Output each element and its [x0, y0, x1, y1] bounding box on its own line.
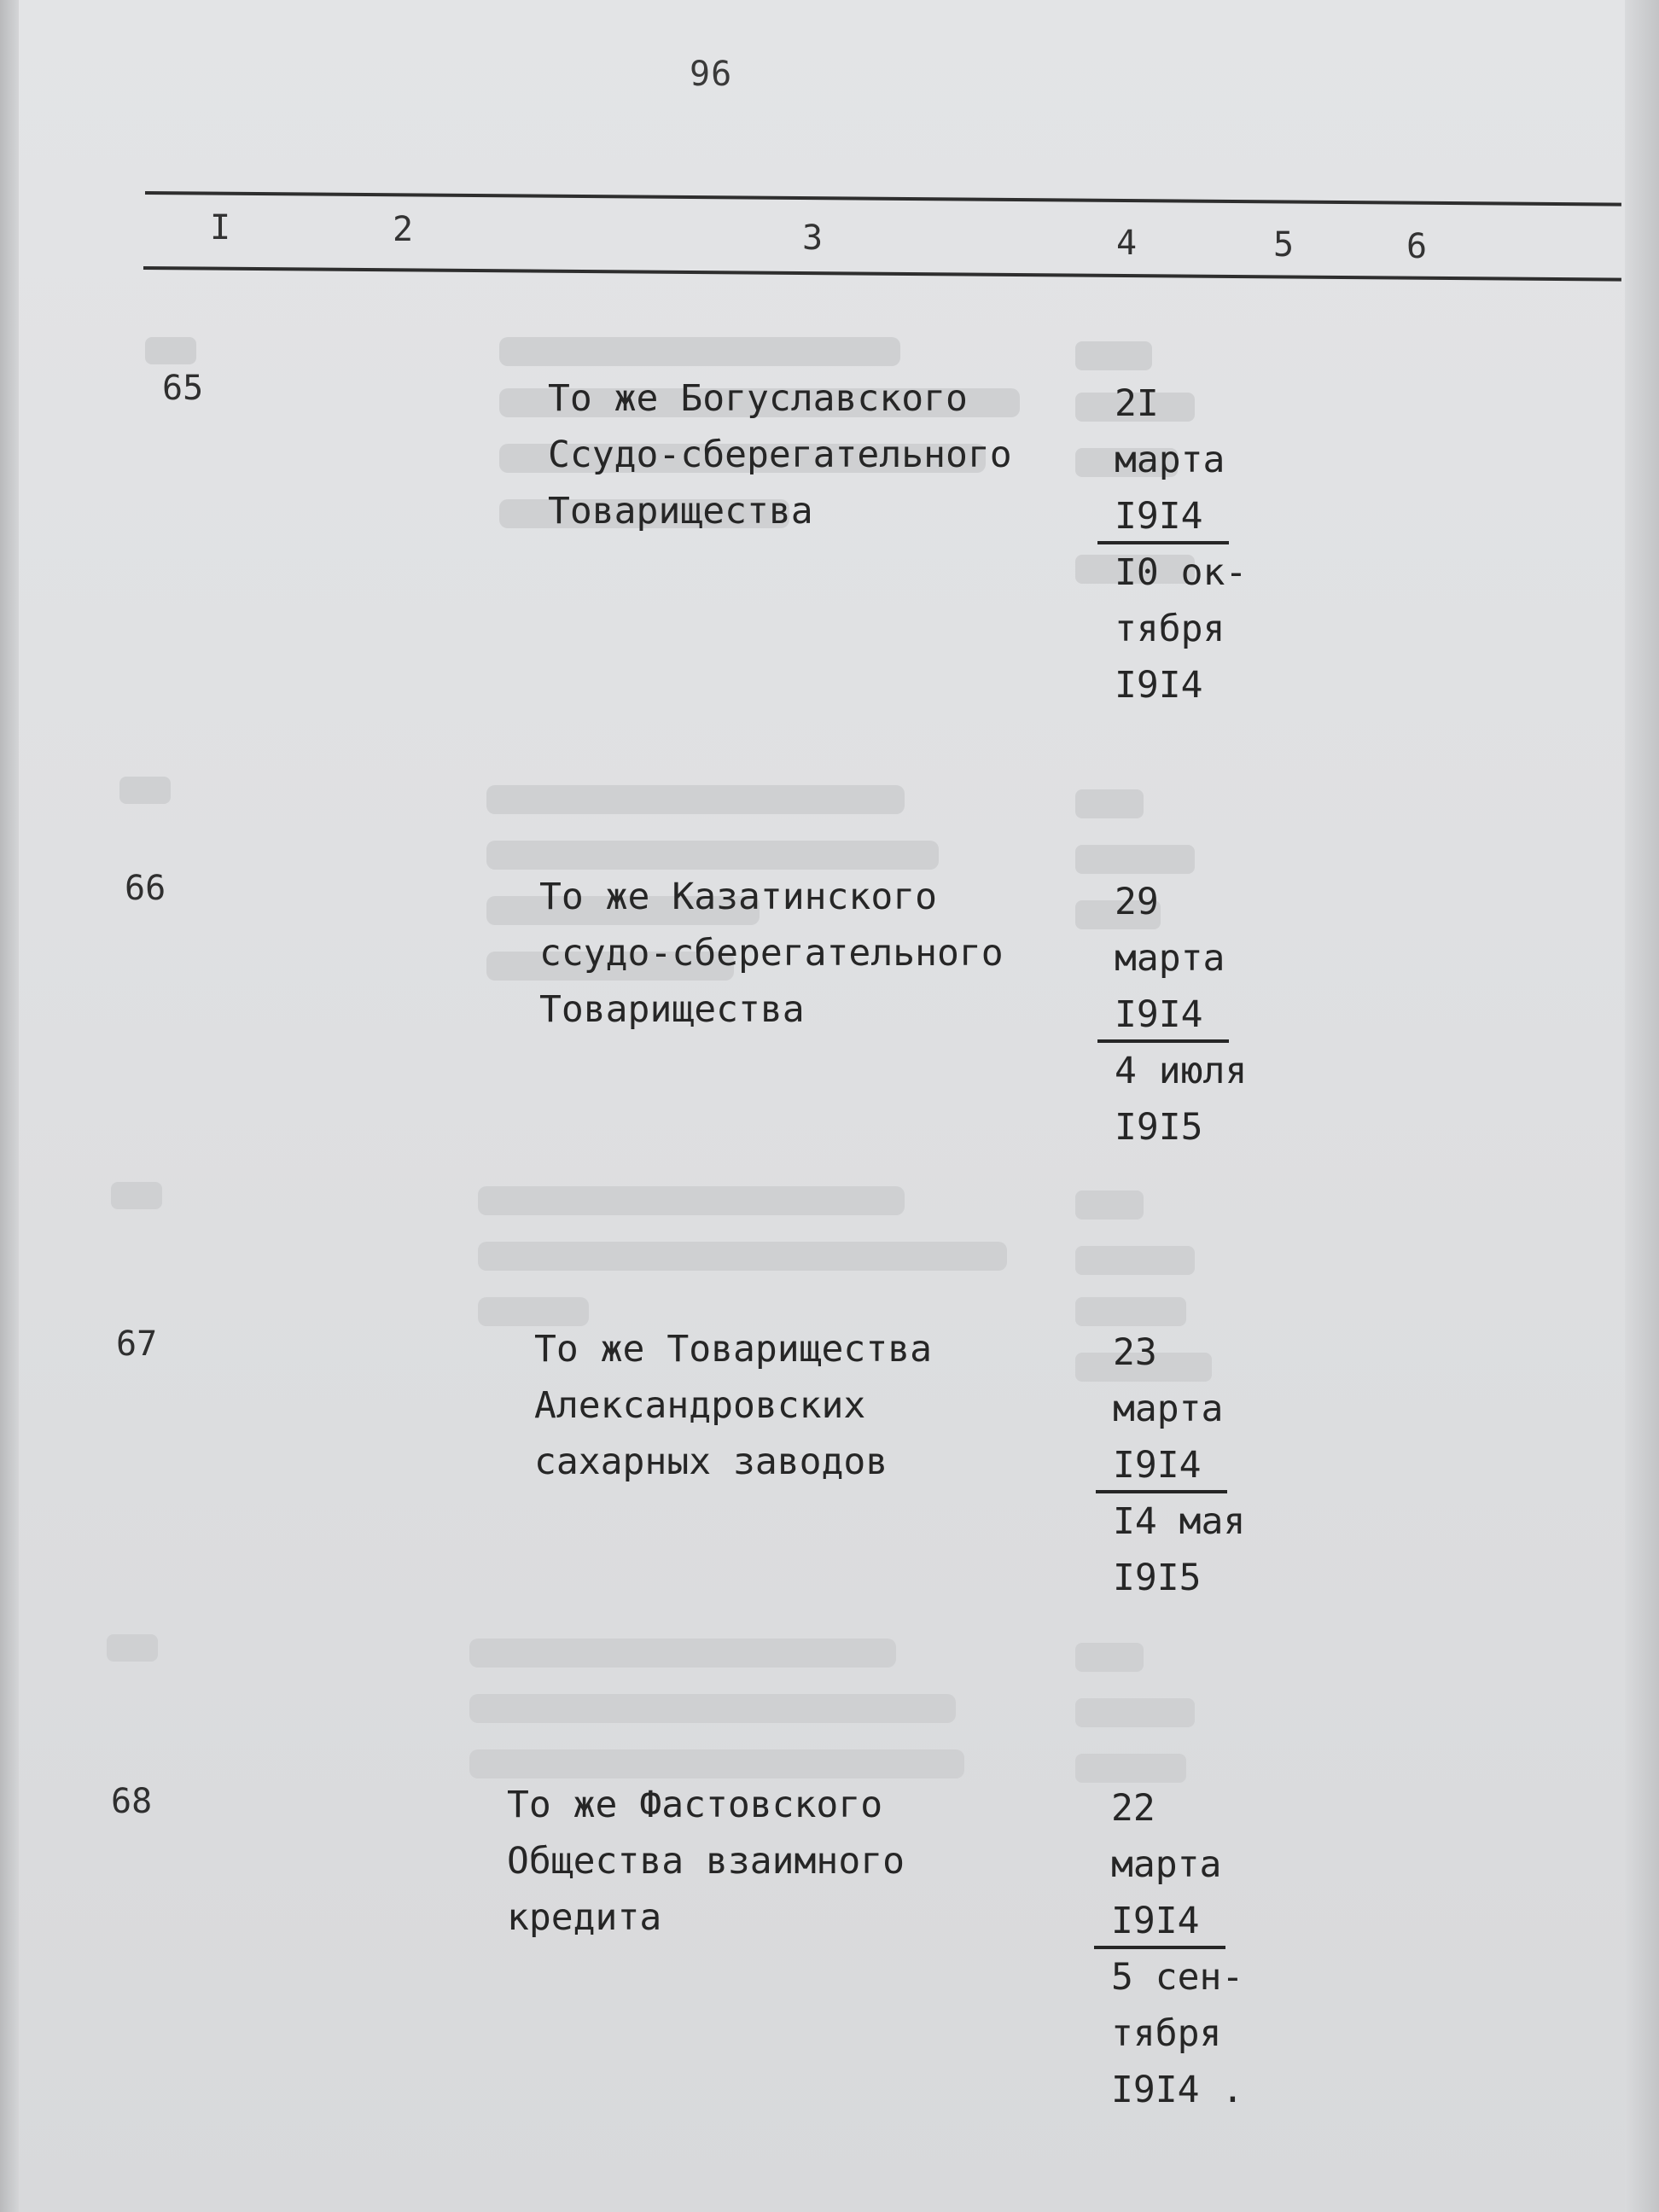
description-line: Ссудо-сберегательного — [548, 434, 1012, 476]
column-header-3: 3 — [802, 218, 824, 258]
date-line: тября — [1115, 608, 1225, 650]
entry-dates — [1111, 1780, 1243, 2118]
date-line: марта — [1115, 937, 1225, 980]
entry-number: 65 — [162, 369, 204, 408]
entry-dates — [1115, 874, 1247, 1155]
entry-description — [539, 869, 1004, 1038]
date-line-underlined: I9I4 — [1097, 990, 1229, 1043]
column-header-1: I — [210, 208, 231, 247]
column-header-4: 4 — [1116, 224, 1138, 263]
date-line: I9I5 — [1115, 1106, 1203, 1149]
entry-description — [507, 1777, 905, 1946]
date-line-underlined: I9I4 — [1097, 492, 1229, 544]
description-line: То же Богуславского — [548, 377, 968, 420]
page-number: 96 — [690, 55, 733, 94]
description-line: Товарищества — [539, 988, 805, 1031]
date-line: тября — [1111, 2012, 1222, 2055]
date-line: 2I — [1115, 382, 1159, 425]
description-line: сахарных заводов — [534, 1441, 888, 1483]
description-line: Александровских — [534, 1384, 866, 1427]
date-line: 4 июля — [1115, 1050, 1248, 1092]
entry-number: 66 — [125, 869, 166, 908]
entry-dates — [1113, 1324, 1245, 1606]
date-line: марта — [1115, 439, 1225, 481]
date-line: 5 сен- — [1111, 1956, 1244, 1999]
column-header-5: 5 — [1273, 225, 1295, 265]
date-line: 29 — [1115, 881, 1159, 923]
date-line: марта — [1113, 1388, 1224, 1430]
date-line: I9I4 — [1115, 664, 1203, 707]
entry-description — [548, 370, 1012, 539]
date-line: 22 — [1111, 1787, 1155, 1830]
date-line-underlined: I9I4 — [1096, 1441, 1227, 1493]
date-line: I0 ок- — [1115, 551, 1248, 594]
description-line: То же Казатинского — [539, 876, 937, 918]
date-line: 23 — [1113, 1331, 1157, 1374]
entry-number: 67 — [116, 1324, 158, 1364]
description-line: кредита — [507, 1896, 662, 1939]
description-line: ссудо-сберегательного — [539, 932, 1004, 975]
date-line: I9I5 — [1113, 1557, 1202, 1599]
column-header-6: 6 — [1406, 227, 1428, 266]
column-header-2: 2 — [393, 210, 414, 249]
entry-number: 68 — [111, 1782, 153, 1821]
date-line: I4 мая — [1113, 1500, 1246, 1543]
description-line: Товарищества — [548, 490, 813, 533]
entry-dates — [1115, 375, 1247, 713]
description-line: То же Товарищества — [534, 1328, 932, 1371]
description-line: Общества взаимного — [507, 1840, 905, 1883]
description-line: То же Фастовского — [507, 1784, 883, 1826]
date-line: I9I4 . — [1111, 2069, 1244, 2111]
date-line-underlined: I9I4 — [1094, 1896, 1225, 1949]
entry-description — [534, 1321, 932, 1490]
date-line: марта — [1111, 1843, 1222, 1886]
